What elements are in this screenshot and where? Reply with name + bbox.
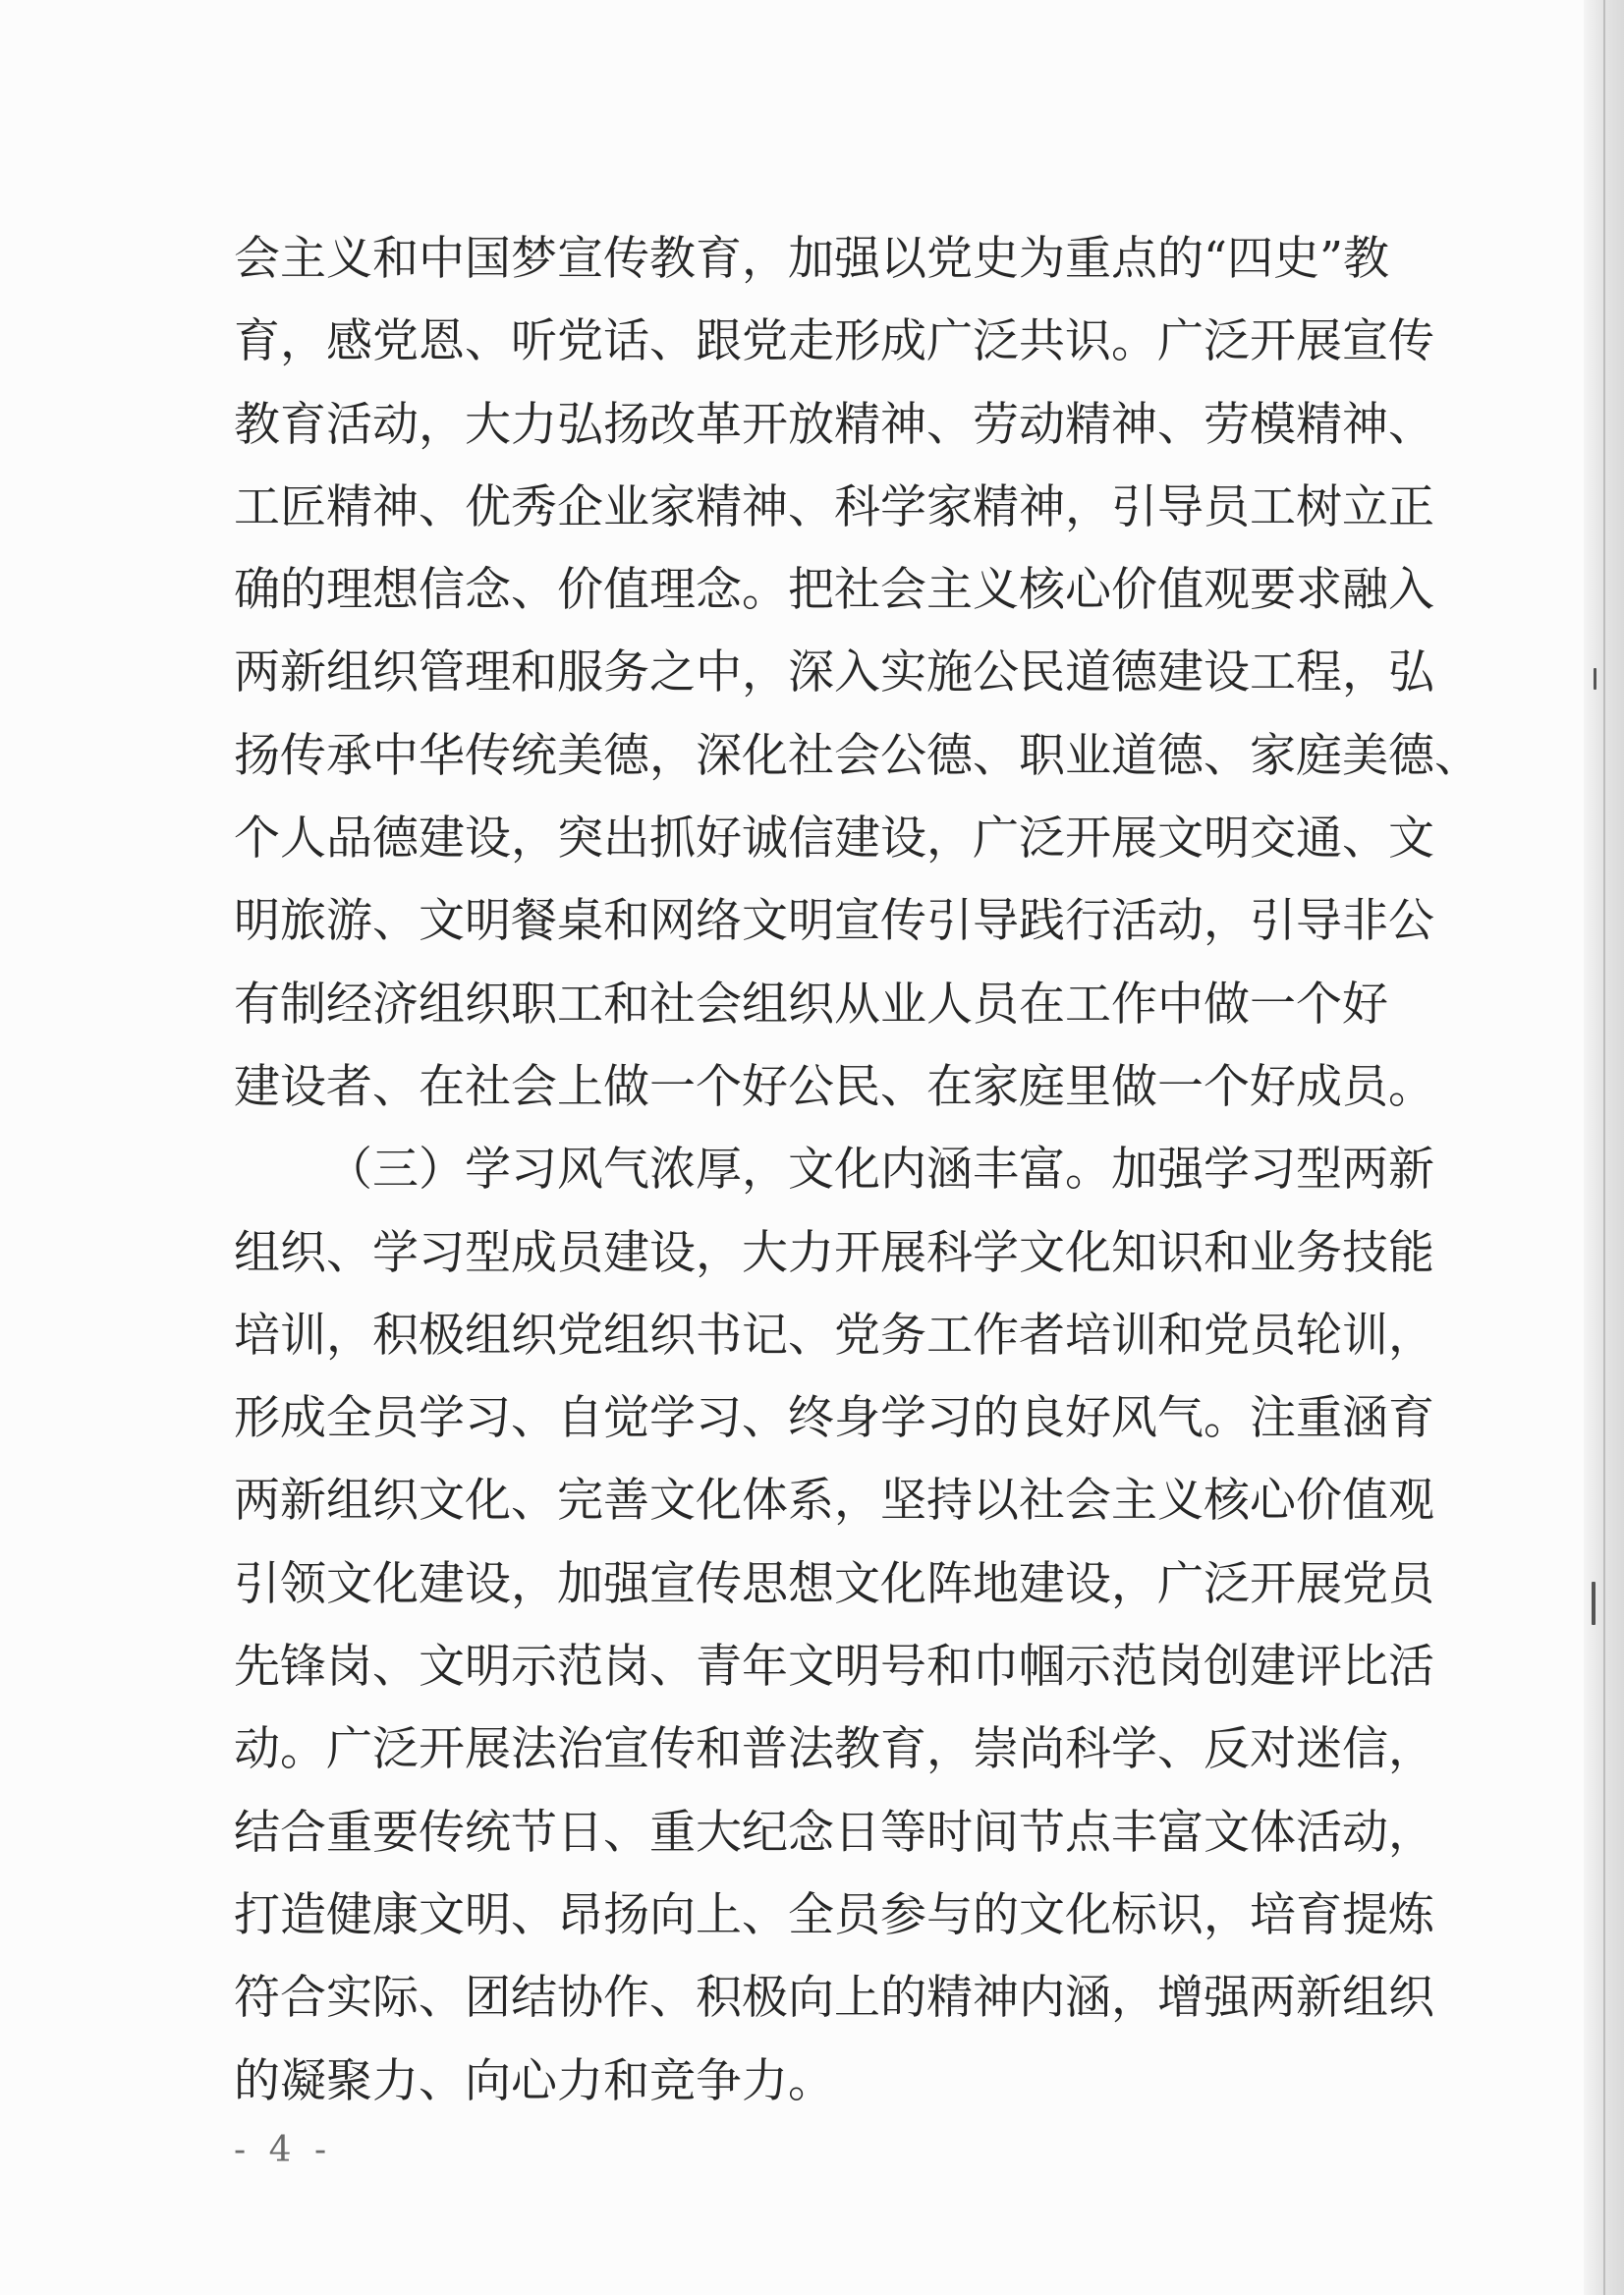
text-line: 打造健康文明、昂扬向上、全员参与的文化标识，培育提炼 [234,1887,1434,1942]
text-line: 建设者、在社会上做一个好公民、在家庭里做一个好成员。 [234,1059,1434,1114]
text-line: 引领文化建设，加强宣传思想文化阵地建设，广泛开展党员 [234,1556,1434,1611]
text-line: 有制经济组织职工和社会组织从业人员在工作中做一个好 [234,977,1388,1032]
text-line: 会主义和中国梦宣传教育，加强以党史为重点的“四史”教 [234,232,1390,286]
text-line: 两新组织文化、完善文化体系，坚持以社会主义核心价值观 [234,1474,1434,1529]
text-line: 组织、学习型成员建设，大力开展科学文化知识和业务技能 [234,1225,1434,1280]
text-line: 动。广泛开展法治宣传和普法教育，崇尚科学、反对迷信， [234,1722,1434,1777]
text-line: 符合实际、团结协作、积极向上的精神内涵，增强两新组织 [234,1971,1434,2026]
body-text [234,218,1481,2123]
text-line: 工匠精神、优秀企业家精神、科学家精神，引导员工树立正 [234,479,1434,534]
text-line: 明旅游、文明餐桌和网络文明宣传引导践行活动，引导非公 [234,894,1434,949]
scan-speck [1592,1582,1596,1625]
text-line: 个人品德建设，突出抓好诚信建设，广泛开展文明交通、文 [234,812,1434,867]
text-line: 两新组织管理和服务之中，深入实施公民道德建设工程，弘 [234,645,1434,700]
text-line: 育，感党恩、听党话、跟党走形成广泛共识。广泛开展宣传 [234,314,1434,369]
text-line: 结合重要传统节日、重大纪念日等时间节点丰富文体活动， [234,1805,1434,1860]
text-line: 扬传承中华传统美德，深化社会公德、职业道德、家庭美德、 [234,728,1481,783]
text-line: 形成全员学习、自觉学习、终身学习的良好风气。注重涵育 [234,1391,1434,1446]
text-line: 先锋岗、文明示范岗、青年文明号和巾帼示范岗创建评比活 [234,1640,1434,1695]
text-line: 培训，积极组织党组织书记、党务工作者培训和党员轮训， [234,1308,1434,1363]
text-line: 确的理想信念、价值理念。把社会主义核心价值观要求融入 [234,563,1434,618]
scan-edge-line [1603,0,1605,2295]
text-line: 教育活动，大力弘扬改革开放精神、劳动精神、劳模精神、 [234,397,1434,452]
section-heading-line: （三）学习风气浓厚，文化内涵丰富。加强学习型两新 [326,1143,1434,1198]
scan-speck [1594,668,1596,690]
text-line: 的凝聚力、向心力和竞争力。 [234,2053,834,2108]
page-number: - 4 - [234,2130,333,2170]
